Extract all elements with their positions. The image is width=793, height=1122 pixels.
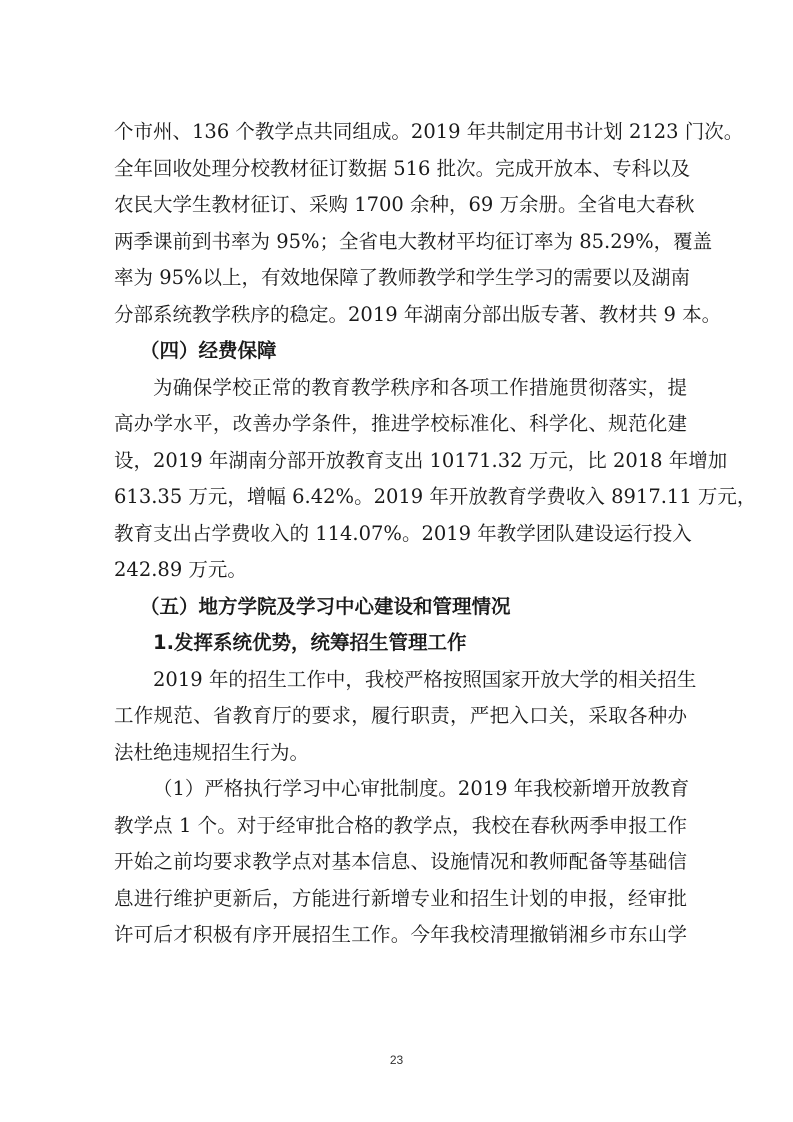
text-line: 农民大学生教材征订、采购 1700 余种，69 万余册。全省电大春秋 [114, 193, 695, 216]
text-line: 设，2019 年湖南分部开放教育支出 10171.32 万元，比 2018 年增加 [114, 448, 728, 472]
text-line: 全年回收处理分校教材征订数据 516 批次。完成开放本、专科以及 [114, 156, 691, 180]
text-line: 个市州、136 个教学点共同组成。2019 年共制定用书计划 2123 门次。 [114, 120, 744, 143]
text-line: 许可后才积极有序开展招生工作。今年我校清理撤销湘乡市东山学 [114, 923, 687, 946]
text-line: 两季课前到书率为 95%；全省电大教材平均征订率为 85.29%，覆盖 [114, 229, 713, 253]
text-line: （1）严格执行学习中心审批制度。2019 年我校新增开放教育 [153, 777, 690, 800]
text-line: 2019 年的招生工作中，我校严格按照国家开放大学的相关招生 [153, 667, 697, 691]
page-content [114, 114, 757, 954]
text-line: 教学点 1 个。对于经审批合格的教学点，我校在春秋两季申报工作 [114, 813, 687, 837]
paragraph-2 [114, 370, 757, 589]
text-line: 息进行维护更新后，方能进行新增专业和招生计划的申报，经审批 [114, 886, 687, 910]
section-heading-local-colleges: （五）地方学院及学习中心建设和管理情况 [140, 594, 511, 618]
text-line: 613.35 万元，增幅 6.42%。2019 年开放教育学费收入 8917.11 万元， [114, 485, 757, 508]
paragraph-3 [114, 662, 697, 772]
text-line: 为确保学校正常的教育教学秩序和各项工作措施贯彻落实，提 [153, 375, 687, 399]
text-line: 率为 95%以上，有效地保障了教师教学和学生学习的需要以及湖南 [114, 266, 691, 289]
subsection-heading-enrollment: 1.发挥系统优势，统筹招生管理工作 [153, 631, 467, 654]
text-line: 242.89 万元。 [114, 558, 247, 581]
text-line: 高办学水平，改善办学条件，推进学校标准化、科学化、规范化建 [114, 412, 687, 435]
paragraph-4 [114, 771, 690, 954]
text-line: 开始之前均要求教学点对基本信息、设施情况和教师配备等基础信 [114, 850, 687, 873]
text-line: 分部系统教学秩序的稳定。2019 年湖南分部出版专著、教材共 9 本。 [114, 302, 722, 326]
page-number: 23 [389, 1053, 404, 1067]
text-line: 工作规范、省教育厅的要求，履行职责，严把入口关，采取各种办 [114, 704, 687, 727]
text-line: 法杜绝违规招生行为。 [114, 740, 310, 764]
section-heading-funding: （四）经费保障 [140, 339, 277, 362]
paragraph-1 [114, 114, 744, 333]
text-line: 教育支出占学费收入的 114.07%。2019 年教学团队建设运行投入 [114, 521, 692, 545]
